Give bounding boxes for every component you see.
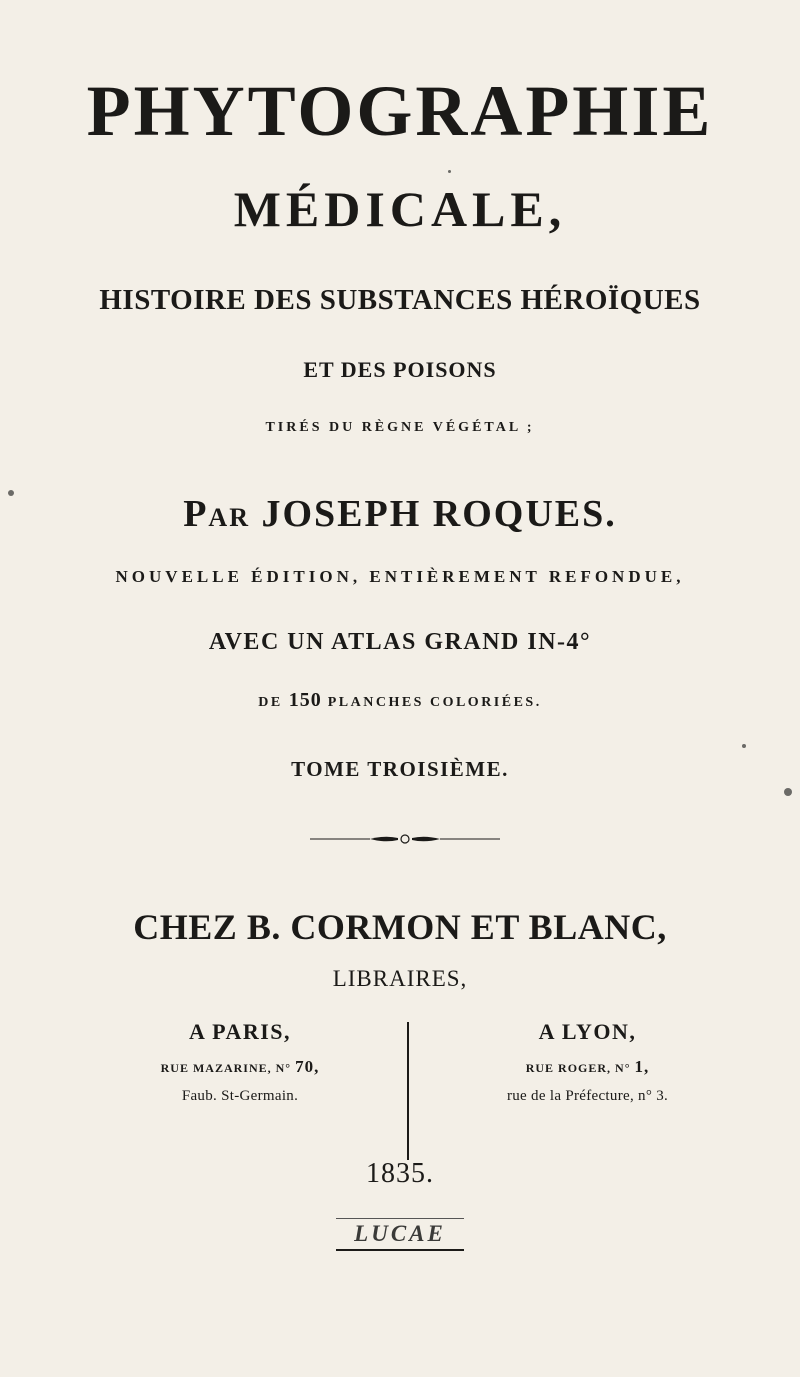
library-stamp: LUCAE (336, 1218, 464, 1251)
paris-extra: Faub. St-Germain. (181, 1088, 299, 1104)
author-par-rest: AR (208, 503, 250, 532)
plates-number: 150 (288, 689, 322, 711)
author-par-initial: P (183, 493, 209, 535)
paris-street-number: 70, (295, 1057, 320, 1076)
main-title-second-line: MÉDICALE, (233, 181, 567, 237)
lyon-street (460, 1052, 715, 1082)
paper-speck (8, 490, 14, 496)
publication-year: 1835. (366, 1158, 434, 1189)
lyon-city: A LYON, (538, 1019, 637, 1044)
edition-line: NOUVELLE ÉDITION, ENTIÈREMENT REFONDUE, (115, 567, 685, 586)
address-divider (407, 1022, 409, 1160)
paris-city: A PARIS, (188, 1019, 292, 1044)
plates-suffix: PLANCHES COLORIÉES. (327, 695, 542, 710)
paris-street (140, 1052, 340, 1082)
atlas-line: AVEC UN ATLAS GRAND IN-4° (208, 629, 592, 655)
plates-line (0, 689, 800, 712)
subtitle-line-1: HISTOIRE DES SUBSTANCES HÉROÏQUES (99, 284, 701, 316)
lyon-street-number: 1, (634, 1057, 650, 1076)
plates-prefix: DE (258, 695, 283, 710)
paper-speck (448, 170, 451, 173)
publisher-role: LIBRAIRES, (332, 966, 468, 991)
publisher-line: CHEZ B. CORMON ET BLANC, (133, 907, 667, 947)
main-title: PHYTOGRAPHIE (86, 71, 714, 151)
paris-address (140, 1012, 340, 1110)
volume-line: TOME TROISIÈME. (291, 757, 509, 781)
subtitle-line-3: TIRÉS DU RÈGNE VÉGÉTAL ; (265, 420, 535, 435)
author-name: JOSEPH ROQUES. (261, 493, 617, 535)
lyon-street-prefix: RUE ROGER, N° (525, 1061, 631, 1075)
ornament-rule-icon (310, 832, 500, 846)
author-line (0, 492, 800, 536)
lyon-extra: rue de la Préfecture, n° 3. (506, 1088, 669, 1104)
lyon-address (460, 1012, 715, 1110)
subtitle-line-2: ET DES POISONS (303, 357, 497, 382)
paris-street-prefix: RUE MAZARINE, N° (160, 1061, 292, 1075)
paper-speck (742, 744, 746, 748)
paper-speck (784, 788, 792, 796)
